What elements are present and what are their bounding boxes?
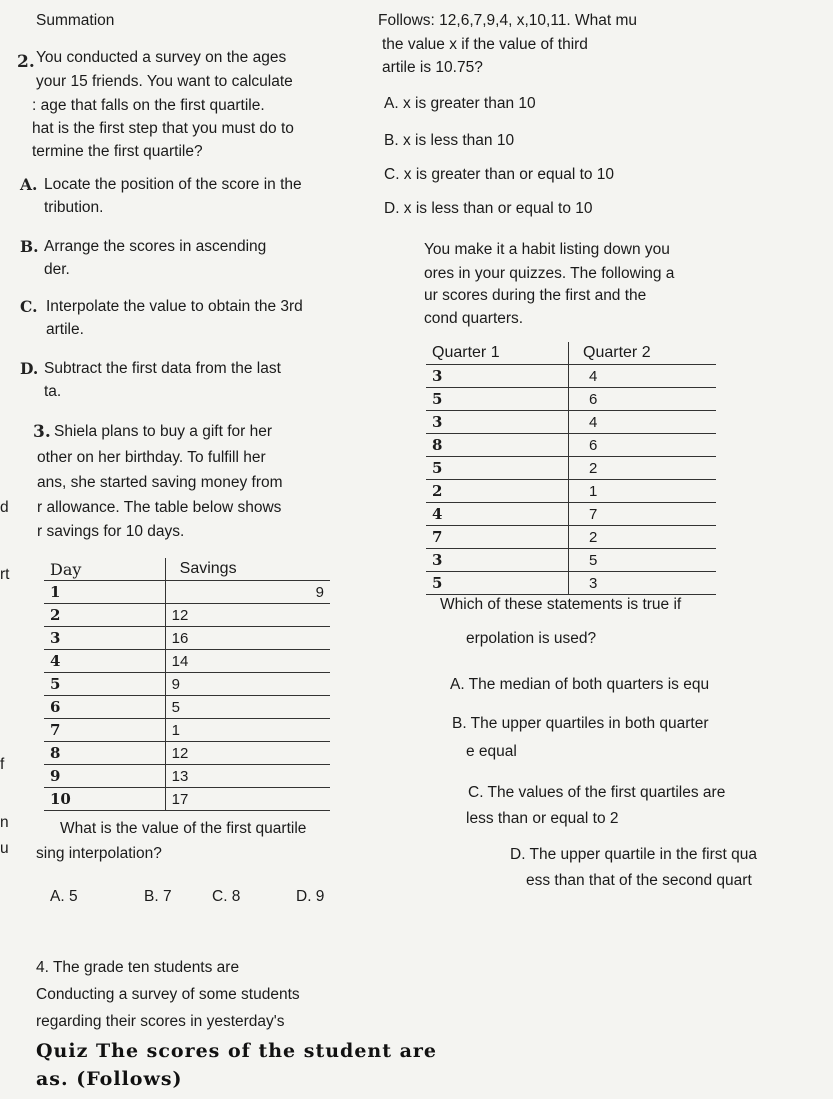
q3-choice-b: B. 7 bbox=[144, 888, 172, 905]
right-answer-c-line-1: C. The values of the first quartiles are bbox=[468, 784, 726, 801]
table-cell: 4 bbox=[569, 365, 717, 388]
table-row bbox=[426, 365, 716, 388]
table-cell: 2 bbox=[569, 457, 717, 480]
q2-line-4: hat is the first step that you must do to bbox=[32, 120, 294, 137]
q2-line-2: your 15 friends. You want to calculate bbox=[36, 73, 293, 90]
q3-question-line-2: sing interpolation? bbox=[36, 845, 162, 862]
right-answer-d-line-1: D. The upper quartile in the first qua bbox=[510, 846, 757, 863]
table-cell: 16 bbox=[165, 627, 330, 650]
table-row bbox=[44, 719, 330, 742]
q2-option-d-line-2: ta. bbox=[44, 383, 62, 400]
table-row bbox=[426, 388, 716, 411]
table-row bbox=[44, 650, 330, 673]
table-cell: 7 bbox=[569, 503, 717, 526]
table-row bbox=[44, 696, 330, 719]
table-cell: 12 bbox=[165, 742, 330, 765]
table-cell: 8 bbox=[44, 742, 165, 765]
right-answer-b-line-1: B. The upper quartiles in both quarter bbox=[452, 715, 709, 732]
quarters-header-q1: Quarter 1 bbox=[426, 342, 569, 365]
table-cell: 7 bbox=[426, 526, 569, 549]
savings-table bbox=[44, 558, 330, 811]
q2-line-5: termine the first quartile? bbox=[32, 143, 203, 160]
q3-line-5: r savings for 10 days. bbox=[37, 523, 185, 540]
margin-char-3: f bbox=[0, 756, 5, 773]
table-cell: 5 bbox=[569, 549, 717, 572]
right-question-line-1: Which of these statements is true if bbox=[440, 596, 682, 613]
q2-line-3: : age that falls on the first quartile. bbox=[32, 97, 265, 114]
table-cell: 14 bbox=[165, 650, 330, 673]
q3-line-4: r allowance. The table below shows bbox=[37, 499, 282, 516]
table-cell: 2 bbox=[426, 480, 569, 503]
right-option-a: A. x is greater than 10 bbox=[384, 95, 536, 112]
right-intro-line-2: the value x if the value of third bbox=[382, 36, 588, 53]
table-cell: 2 bbox=[569, 526, 717, 549]
table-row bbox=[426, 411, 716, 434]
q5-line-2: ores in your quizzes. The following a bbox=[424, 265, 675, 282]
table-cell: 3 bbox=[569, 572, 717, 595]
q4-line-2: Conducting a survey of some students bbox=[36, 986, 300, 1003]
q2-line-1: You conducted a survey on the ages bbox=[36, 49, 287, 66]
savings-table-header bbox=[44, 558, 330, 581]
right-answer-b-line-2: e equal bbox=[466, 743, 517, 760]
table-row bbox=[44, 627, 330, 650]
q2-option-c-line-2: artile. bbox=[46, 321, 84, 338]
table-cell: 5 bbox=[426, 457, 569, 480]
quarters-table bbox=[426, 342, 716, 595]
table-cell: 9 bbox=[44, 765, 165, 788]
q2-option-c-line-1: Interpolate the value to obtain the 3rd bbox=[46, 298, 303, 315]
table-cell: 2 bbox=[44, 604, 165, 627]
q4-handwritten-line-2: as. (Follows) bbox=[36, 1068, 183, 1090]
q3-line-1: Shiela plans to buy a gift for her bbox=[54, 423, 272, 440]
q3-choice-a: A. 5 bbox=[50, 888, 78, 905]
q5-line-4: cond quarters. bbox=[424, 310, 524, 327]
table-row bbox=[44, 742, 330, 765]
table-row bbox=[426, 434, 716, 457]
table-row bbox=[426, 572, 716, 595]
q2-option-a-line-1: Locate the position of the score in the bbox=[44, 176, 302, 193]
table-cell: 13 bbox=[165, 765, 330, 788]
q3-line-2: other on her birthday. To fulfill her bbox=[37, 449, 266, 466]
table-cell: 9 bbox=[165, 673, 330, 696]
table-cell: 1 bbox=[44, 581, 165, 604]
margin-char-5: u bbox=[0, 840, 9, 857]
table-cell: 4 bbox=[44, 650, 165, 673]
table-row bbox=[426, 457, 716, 480]
table-cell: 3 bbox=[426, 549, 569, 572]
savings-header-savings: Savings bbox=[165, 558, 330, 581]
right-intro-line-1: Follows: 12,6,7,9,4, x,10,11. What mu bbox=[378, 12, 638, 29]
right-answer-c-line-2: less than or equal to 2 bbox=[466, 810, 619, 827]
table-cell: 17 bbox=[165, 788, 330, 811]
table-cell: 6 bbox=[44, 696, 165, 719]
margin-char-2: rt bbox=[0, 566, 10, 583]
q4-handwritten-line-1: Quiz The scores of the student are bbox=[36, 1040, 438, 1062]
q2-option-b-line-2: der. bbox=[44, 261, 70, 278]
table-row bbox=[426, 526, 716, 549]
table-cell: 5 bbox=[44, 673, 165, 696]
right-answer-a: A. The median of both quarters is equ bbox=[450, 676, 710, 693]
q3-line-3: ans, she started saving money from bbox=[37, 474, 283, 491]
q3-choice-d: D. 9 bbox=[296, 888, 325, 905]
q2-option-a-line-2: tribution. bbox=[44, 199, 104, 216]
q4-line-1: 4. The grade ten students are bbox=[36, 959, 240, 976]
table-row bbox=[426, 503, 716, 526]
table-cell: 10 bbox=[44, 788, 165, 811]
table-cell: 3 bbox=[426, 411, 569, 434]
table-cell: 4 bbox=[569, 411, 717, 434]
table-row bbox=[44, 788, 330, 811]
q2-option-a-letter: A. bbox=[20, 175, 38, 194]
q2-number: 2. bbox=[17, 52, 35, 72]
table-cell: 8 bbox=[426, 434, 569, 457]
q2-option-c-letter: C. bbox=[20, 297, 38, 316]
table-cell: 1 bbox=[569, 480, 717, 503]
q3-question-line-1: What is the value of the first quartile bbox=[60, 820, 307, 837]
table-row bbox=[44, 765, 330, 788]
q2-option-b-line-1: Arrange the scores in ascending bbox=[44, 238, 267, 255]
q3-number: 3. bbox=[33, 422, 51, 442]
table-row bbox=[426, 480, 716, 503]
q5-line-1: You make it a habit listing down you bbox=[424, 241, 670, 258]
savings-header-day: Day bbox=[44, 558, 165, 581]
right-intro-line-3: artile is 10.75? bbox=[382, 59, 483, 76]
q3-choice-c: C. 8 bbox=[212, 888, 241, 905]
table-cell: 4 bbox=[426, 503, 569, 526]
table-cell: 5 bbox=[426, 388, 569, 411]
table-cell: 1 bbox=[165, 719, 330, 742]
right-option-d: D. x is less than or equal to 10 bbox=[384, 200, 593, 217]
page-header: Summation bbox=[36, 12, 115, 29]
quarters-header-q2: Quarter 2 bbox=[569, 342, 717, 365]
table-row bbox=[44, 604, 330, 627]
q2-option-d-letter: D. bbox=[20, 359, 39, 378]
table-row bbox=[44, 673, 330, 696]
right-option-b: B. x is less than 10 bbox=[384, 132, 515, 149]
table-cell: 5 bbox=[426, 572, 569, 595]
margin-char-1: d bbox=[0, 499, 9, 516]
table-cell: 6 bbox=[569, 434, 717, 457]
table-cell: 12 bbox=[165, 604, 330, 627]
table-cell: 3 bbox=[44, 627, 165, 650]
table-cell: 7 bbox=[44, 719, 165, 742]
quarters-table-header bbox=[426, 342, 716, 365]
q5-line-3: ur scores during the first and the bbox=[424, 287, 647, 304]
q2-option-d-line-1: Subtract the first data from the last bbox=[44, 360, 281, 377]
margin-char-4: n bbox=[0, 814, 9, 831]
right-answer-d-line-2: ess than that of the second quart bbox=[526, 872, 752, 889]
table-cell: 3 bbox=[426, 365, 569, 388]
right-option-c: C. x is greater than or equal to 10 bbox=[384, 166, 615, 183]
table-cell: 9 bbox=[165, 581, 330, 604]
table-cell: 5 bbox=[165, 696, 330, 719]
table-row bbox=[426, 549, 716, 572]
q4-line-3: regarding their scores in yesterday's bbox=[36, 1013, 285, 1030]
right-question-line-2: erpolation is used? bbox=[466, 630, 597, 647]
table-cell: 6 bbox=[569, 388, 717, 411]
table-row bbox=[44, 581, 330, 604]
q2-option-b-letter: B. bbox=[20, 237, 39, 256]
